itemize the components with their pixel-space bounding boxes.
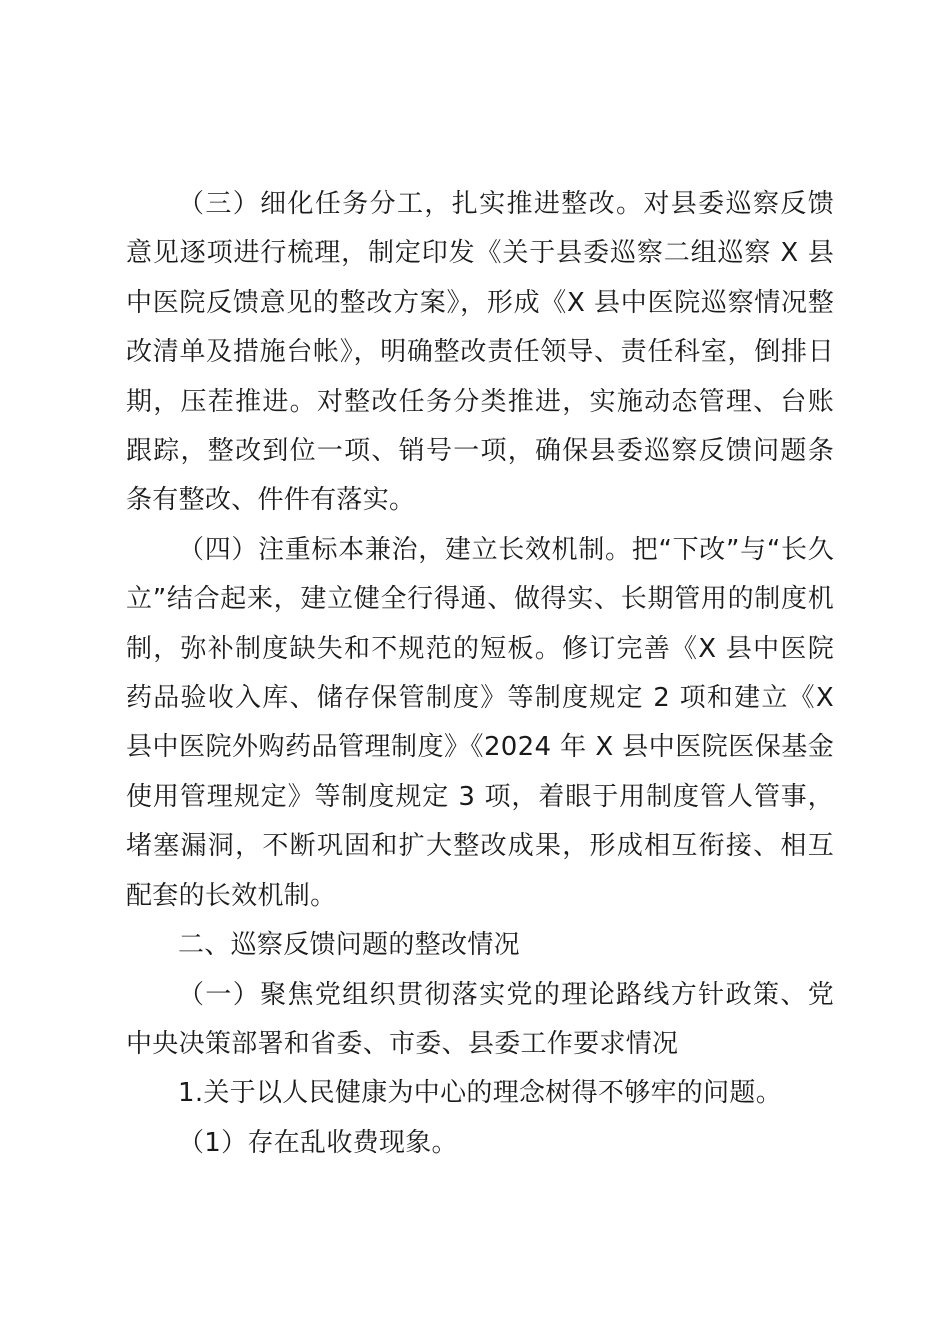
subsection-heading: （一）聚焦党组织贯彻落实党的理论路线方针政策、党中央决策部署和省委、市委、县委工作要求情况: [126, 979, 834, 1059]
paragraph-long-term-mechanism: （四）注重标本兼治，建立长效机制。把“下改”与“长久立”结合起来，建立健全行得通、做得实、长期管用的制度机制，弥补制度缺失和不规范的短板。修订完善《X 县中医院药品验收入库、储存保管制度》等制度规定 2 项和建立《X 县中医院外购药品管理制度》《2024 年 X 县中医院医保基金使用管理规定》等制度规定 3 项，着眼于用制度管人管事，堵塞漏洞，不断巩固和扩大整改成果，形成相互衔接、相互配套的长效机制。: [126, 534, 834, 911]
item-heading: 1.关于以人民健康为中心的理念树得不够牢的问题。: [178, 1078, 783, 1109]
document-page: [126, 180, 834, 1168]
sub-item-heading: （1）存在乱收费现象。: [178, 1127, 458, 1158]
paragraph-task-division: （三）细化任务分工，扎实推进整改。对县委巡察反馈意见逐项进行梳理，制定印发《关于县委巡察二组巡察 X 县中医院反馈意见的整改方案》，形成《X 县中医院巡察情况整改清单及措施台帐》，明确整改责任领导、责任科室，倒排日期，压茬推进。对整改任务分类推进，实施动态管理、台账跟踪，整改到位一项、销号一项，确保县委巡察反馈问题条条有整改、件件有落实。: [126, 189, 834, 516]
section-heading: 二、巡察反馈问题的整改情况: [178, 930, 520, 961]
